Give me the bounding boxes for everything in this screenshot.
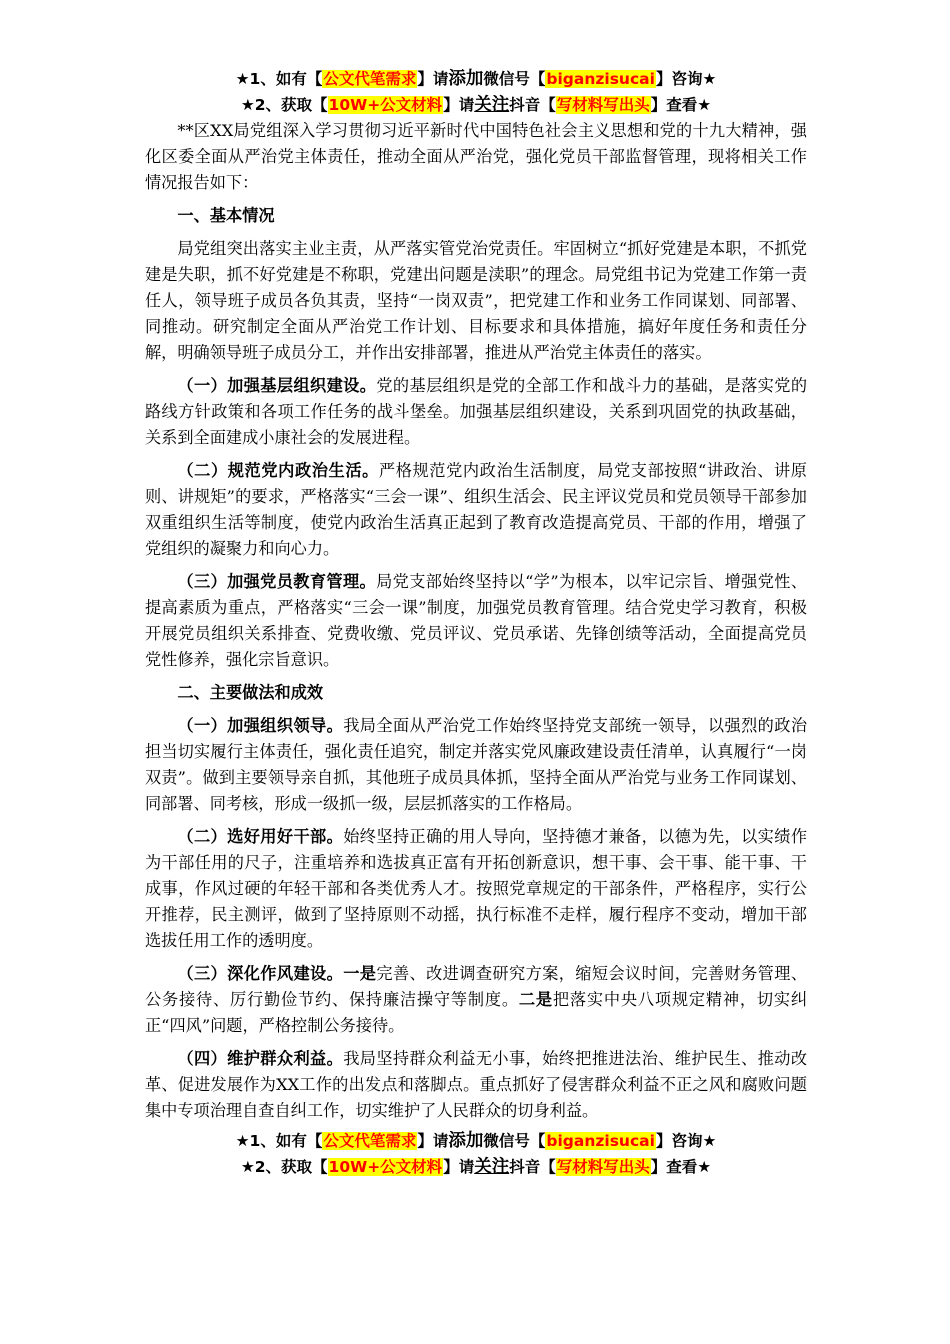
- promo-line-2: ★2、获取【10W+公文材料】请关注抖音【写材料写出头】查看★: [240, 95, 712, 115]
- highlight-materials: 10W+公文材料: [328, 96, 443, 114]
- highlight-wechat-id: biganzisucai: [546, 70, 655, 88]
- section2-item-4: （四）维护群众利益。我局坚持群众利益无小事，始终把推进法治、维护民生、推动改革、促进发展作为XX工作的出发点和落脚点。重点抓好了侵害群众利益不正之风和腐败问题集中专项治理自查自纠工作，切实维护了人民群众的切身利益。: [145, 1049, 808, 1120]
- section1-item-1: （一）加强基层组织建设。党的基层组织是党的全部工作和战斗力的基础，是落实党的路线方针政策和各项工作任务的战斗堡垒。加强基层组织建设，关系到巩固党的执政基础，关系到全面建成小康社会的发展进程。: [145, 376, 808, 447]
- promo-banner-top: [145, 66, 807, 118]
- promo-line-1: ★1、如有【公文代笔需求】请添加微信号【biganzisucai】咨询★: [235, 69, 717, 89]
- highlight-materials: 10W+公文材料: [328, 1158, 443, 1176]
- promo-line-2-bottom: ★2、获取【10W+公文材料】请关注抖音【写材料写出头】查看★: [240, 1157, 712, 1177]
- section-heading-2: 二、主要做法和成效: [177, 683, 324, 702]
- section2-item-1: （一）加强组织领导。我局全面从严治党工作始终坚持党支部统一领导，以强烈的政治担当切实履行主体责任，强化责任追究，制定并落实党风廉政建设责任清单，认真履行“一岗双责”。做到主要领导亲自抓，其他班子成员具体抓，坚持全面从严治党与业务工作同谋划、同部署、同考核，形成一级抓一级，层层抓落实的工作格局。: [145, 716, 808, 813]
- highlight-service: 公文代笔需求: [323, 70, 417, 88]
- section2-item-3: （三）深化作风建设。一是完善、改进调查研究方案，缩短会议时间，完善财务管理、公务接待、厉行勤俭节约、保持廉洁操守等制度。二是把落实中央八项规定精神，切实纠正“四风”问题，严格控制公务接待。: [145, 964, 808, 1035]
- section-heading-1: 一、基本情况: [177, 206, 275, 225]
- promo-line-1-bottom: ★1、如有【公文代笔需求】请添加微信号【biganzisucai】咨询★: [235, 1131, 717, 1151]
- promo-banner-bottom: [145, 1128, 807, 1180]
- section2-item-2: （二）选好用好干部。始终坚持正确的用人导向，坚持德才兼备，以德为先，以实绩作为干部任用的尺子，注重培养和选拔真正富有开拓创新意识，想干事、会干事、能干事、干成事，作风过硬的年轻干部和各类优秀人才。按照党章规定的干部条件，严格程序，实行公开推荐，民主测评，做到了坚持原则不动摇，执行标准不走样，履行程序不变动，增加干部选拔任用工作的透明度。: [145, 827, 808, 950]
- highlight-wechat-id: biganzisucai: [546, 1132, 655, 1150]
- section1-item-3: （三）加强党员教育管理。局党支部始终坚持以“学”为根本，以牢记宗旨、增强党性、提高素质为重点，严格落实“三会一课”制度，加强党员教育管理。结合党史学习教育，积极开展党员组织关系排查、党费收缴、党员评议、党员承诺、先锋创绩等活动，全面提高党员党性修养，强化宗旨意识。: [145, 572, 807, 669]
- intro-paragraph: **区XX局党组深入学习贯彻习近平新时代中国特色社会主义思想和党的十九大精神，强化区委全面从严治党主体责任，推动全面从严治党，强化党员干部监督管理，现将相关工作情况报告如下：: [145, 121, 807, 192]
- highlight-douyin-account: 写材料写出头: [556, 1158, 650, 1176]
- section1-paragraph: 局党组突出落实主业主责，从严落实管党治党责任。牢固树立“抓好党建是本职，不抓党建是失职，抓不好党建是不称职，党建出问题是渎职”的理念。局党组书记为党建工作第一责任人，领导班子成员各负其责，坚持“一岗双责”，把党建工作和业务工作同谋划、同部署、同推动。研究制定全面从严治党工作计划、目标要求和具体措施，搞好年度任务和责任分解，明确领导班子成员分工，并作出安排部署，推进从严治党主体责任的落实。: [145, 239, 807, 362]
- section1-item-2: （二）规范党内政治生活。严格规范党内政治生活制度，局党支部按照“讲政治、讲原则、讲规矩”的要求，严格落实“三会一课”、组织生活会、民主评议党员和党员领导干部参加双重组织生活等制度，使党内政治生活真正起到了教育改造提高党员、干部的作用，增强了党组织的凝聚力和向心力。: [145, 461, 807, 558]
- document-page: [145, 66, 807, 1180]
- highlight-douyin-account: 写材料写出头: [556, 96, 650, 114]
- highlight-service: 公文代笔需求: [323, 1132, 417, 1150]
